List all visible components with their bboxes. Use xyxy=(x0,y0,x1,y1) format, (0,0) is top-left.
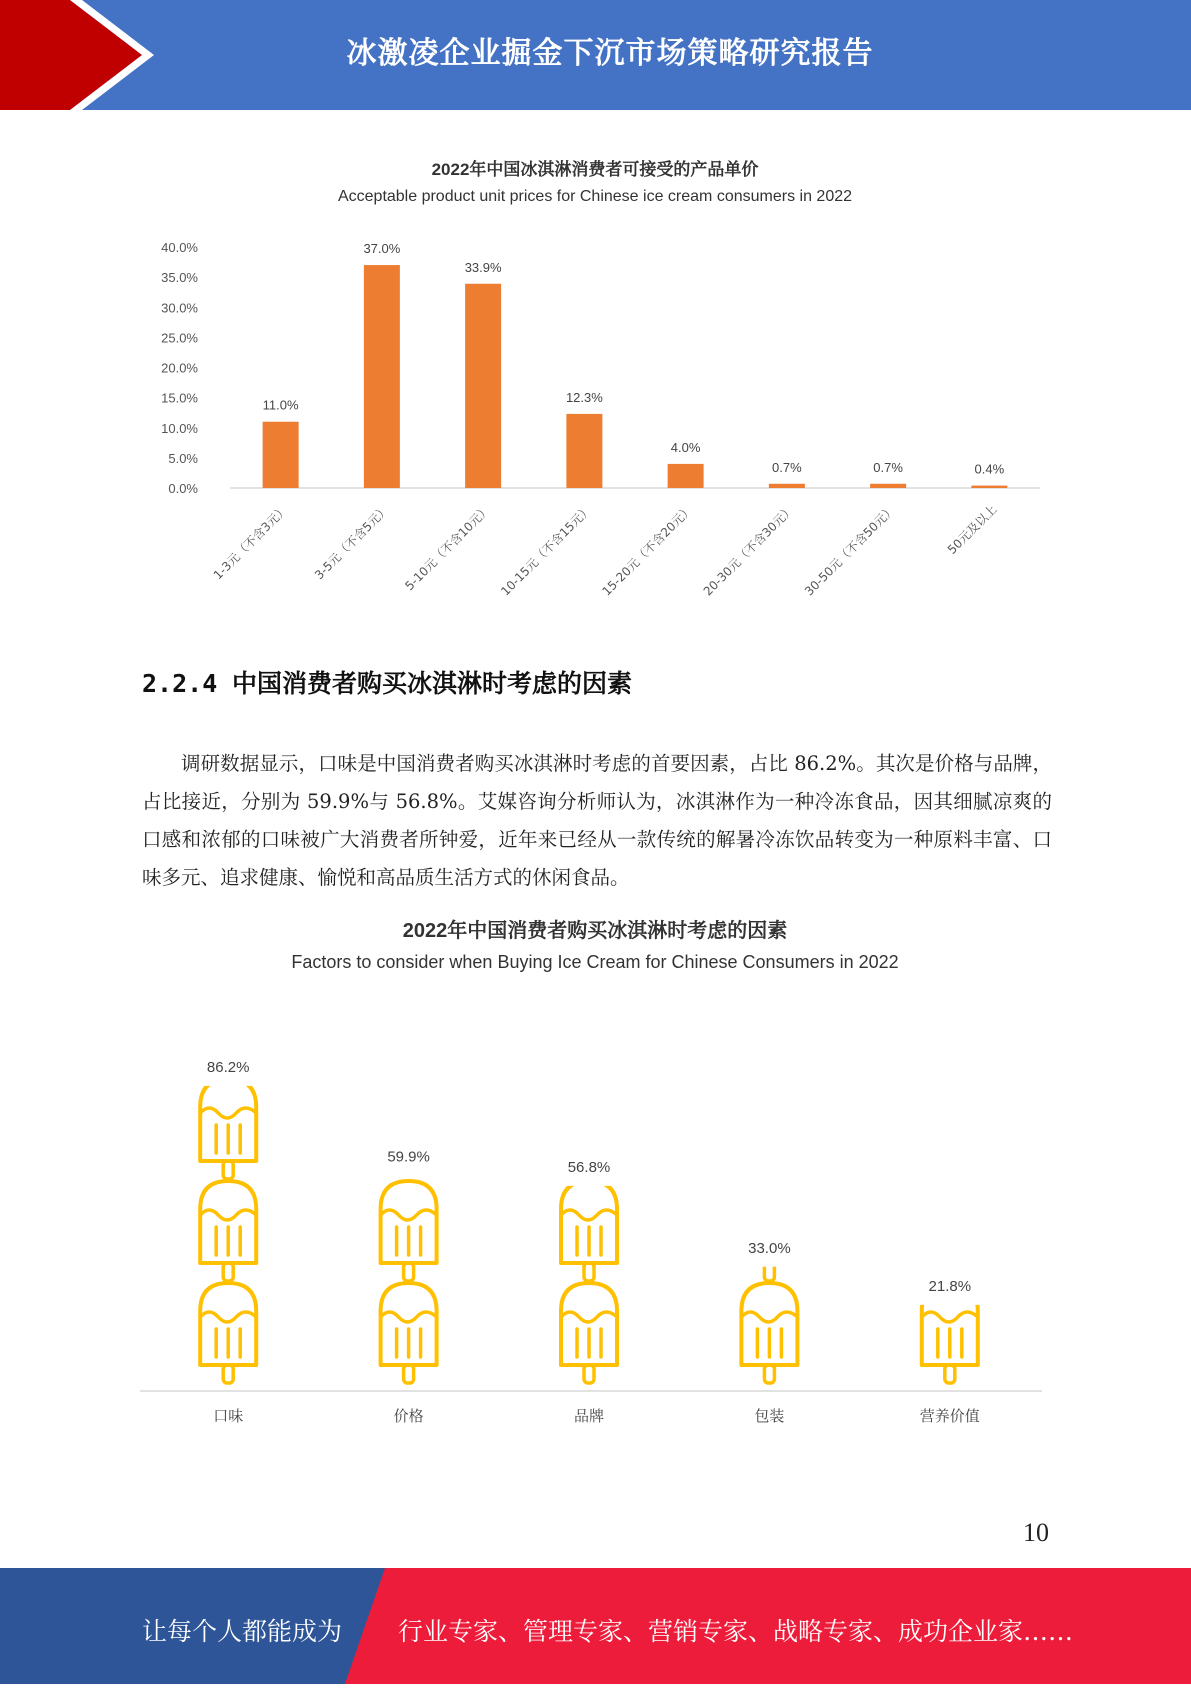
ice-cream-stick xyxy=(764,1365,774,1383)
ice-cream-stick xyxy=(584,1365,594,1383)
page-number: 10 xyxy=(1023,1518,1049,1547)
chart1-data-label: 4.0% xyxy=(670,439,701,455)
chart2-plot xyxy=(130,998,1060,1428)
chart1-data-label: 37.0% xyxy=(363,241,401,257)
chart2-bar xyxy=(561,1181,617,1383)
chart2-category-label: 营养价值 xyxy=(919,1407,980,1425)
chart2-category-label: 包装 xyxy=(754,1407,785,1425)
chart2-data-label: 56.8% xyxy=(567,1158,611,1176)
chart1-category-label: 1-3元（不含3元） xyxy=(210,502,291,583)
chart2-data-label: 33.0% xyxy=(748,1239,791,1257)
ice-cream-wave xyxy=(381,1312,437,1322)
chart1-bar xyxy=(971,486,1007,488)
chart2-bar xyxy=(741,1181,797,1383)
ice-cream-wave xyxy=(561,1210,617,1220)
ice-cream-wave xyxy=(741,1312,797,1322)
chart1-ytick-label: 25.0% xyxy=(161,330,198,346)
ice-cream-stick xyxy=(223,1263,233,1281)
chart2-bar xyxy=(200,1079,256,1383)
chart1-category-label: 30-50元（不含50元） xyxy=(801,502,899,599)
footer-slogan-left: 让每个人都能成为 xyxy=(142,1617,343,1646)
ice-cream-stick xyxy=(223,1365,233,1383)
chart1-plot xyxy=(130,225,1060,625)
ice-cream-wave xyxy=(741,1210,797,1220)
chart1-data-label: 0.7% xyxy=(772,459,802,475)
ice-cream-stick xyxy=(584,1263,594,1281)
chart2-title: 2022年中国消费者购买冰淇淋时考虑的因素 xyxy=(402,920,788,942)
chart1-category-label: 10-15元（不含15元） xyxy=(498,502,595,599)
chart1-data-label: 33.9% xyxy=(464,259,502,275)
chart2-data-label: 59.9% xyxy=(387,1148,430,1166)
chart1-ytick-label: 0.0% xyxy=(168,481,198,496)
chart1-category-label: 5-10元（不含10元） xyxy=(402,502,494,594)
section-heading xyxy=(142,664,632,700)
chart1-bar xyxy=(465,284,501,488)
ice-cream-wave xyxy=(200,1312,256,1322)
chart1-data-label: 0.4% xyxy=(974,461,1005,477)
chart1-category-label: 15-20元（不含20元） xyxy=(599,502,696,599)
chart2-category-label: 品牌 xyxy=(573,1407,605,1425)
chart1-category-label: 3-5元（不含5元） xyxy=(311,502,392,583)
ice-cream-stick xyxy=(223,1161,233,1179)
chart1-ytick-label: 15.0% xyxy=(161,390,198,406)
chart1-ytick-label: 40.0% xyxy=(161,240,198,255)
chart1-bar xyxy=(668,464,704,488)
chart1-ytick-label: 5.0% xyxy=(168,450,198,466)
ice-cream-stick xyxy=(404,1365,414,1383)
chart1-bar xyxy=(364,265,400,488)
chart1-data-label: 0.7% xyxy=(873,459,903,475)
chart2-bar xyxy=(922,1283,978,1383)
page-header xyxy=(0,0,1191,110)
chart1-bar xyxy=(566,414,602,488)
ice-cream-stick xyxy=(764,1263,774,1281)
ice-cream-wave xyxy=(200,1108,256,1118)
ice-cream-wave xyxy=(922,1312,978,1322)
chart2-data-label: 86.2% xyxy=(206,1058,250,1076)
chart1-ytick-label: 10.0% xyxy=(161,420,198,436)
chart2-category-label: 口味 xyxy=(213,1407,244,1425)
chart1-bar xyxy=(870,484,906,488)
chart1-bar xyxy=(263,422,299,488)
chart1-data-label: 12.3% xyxy=(565,389,603,405)
section-title: 中国消费者购买冰淇淋时考虑的因素 xyxy=(231,669,632,698)
chart1-title: 2022年中国冰淇淋消费者可接受的产品单价 xyxy=(431,160,759,179)
buying-factors-chart xyxy=(130,908,1060,1428)
unit-price-chart xyxy=(130,145,1060,625)
chart2-data-label: 21.8% xyxy=(928,1277,972,1295)
chart2-subtitle: Factors to consider when Buying Ice Cream for Chinese Consumers in 2022 xyxy=(291,952,899,972)
chart1-subtitle: Acceptable product unit prices for Chinese ice cream consumers in 2022 xyxy=(337,188,853,205)
ice-cream-wave xyxy=(381,1210,437,1220)
ice-cream-stick xyxy=(404,1263,414,1281)
chart1-bar xyxy=(769,484,805,488)
ice-cream-stick xyxy=(945,1365,955,1383)
chart1-category-label: 20-30元（不含30元） xyxy=(700,502,797,599)
chart1-ytick-label: 35.0% xyxy=(161,270,198,286)
report-title: 冰激凌企业掘金下沉市场策略研究报告 xyxy=(346,36,874,71)
footer-slogan-right: 行业专家、管理专家、营销专家、战略专家、成功企业家…… xyxy=(398,1617,1074,1646)
chart2-category-label: 价格 xyxy=(393,1407,424,1425)
chart2-bar xyxy=(381,1181,437,1383)
chart1-data-label: 11.0% xyxy=(262,397,299,413)
chart1-ytick-label: 30.0% xyxy=(161,300,198,316)
ice-cream-wave xyxy=(200,1210,256,1220)
chart1-category-label: 50元及以上 xyxy=(944,502,1000,557)
ice-cream-wave xyxy=(561,1312,617,1322)
body-paragraph: 调研数据显示，口味是中国消费者购买冰淇淋时考虑的首要因素，占比 86.2%。其次是价格与品牌，占比接近，分别为 59.9%与 56.8%。艾媒咨询分析师认为，冰淇淋作为一种冷冻食品，因其细腻凉爽的口感和浓郁的口味被广大消费者所钟爱，近年来已经从一款传统的解暑冷冻饮品转变为一种原料丰富、口味多元、追求健康、愉悦和高品质生活方式的休闲食品。 xyxy=(142,752,1052,889)
chart1-ytick-label: 20.0% xyxy=(161,360,198,376)
section-number: 2.2.4 xyxy=(142,669,218,698)
